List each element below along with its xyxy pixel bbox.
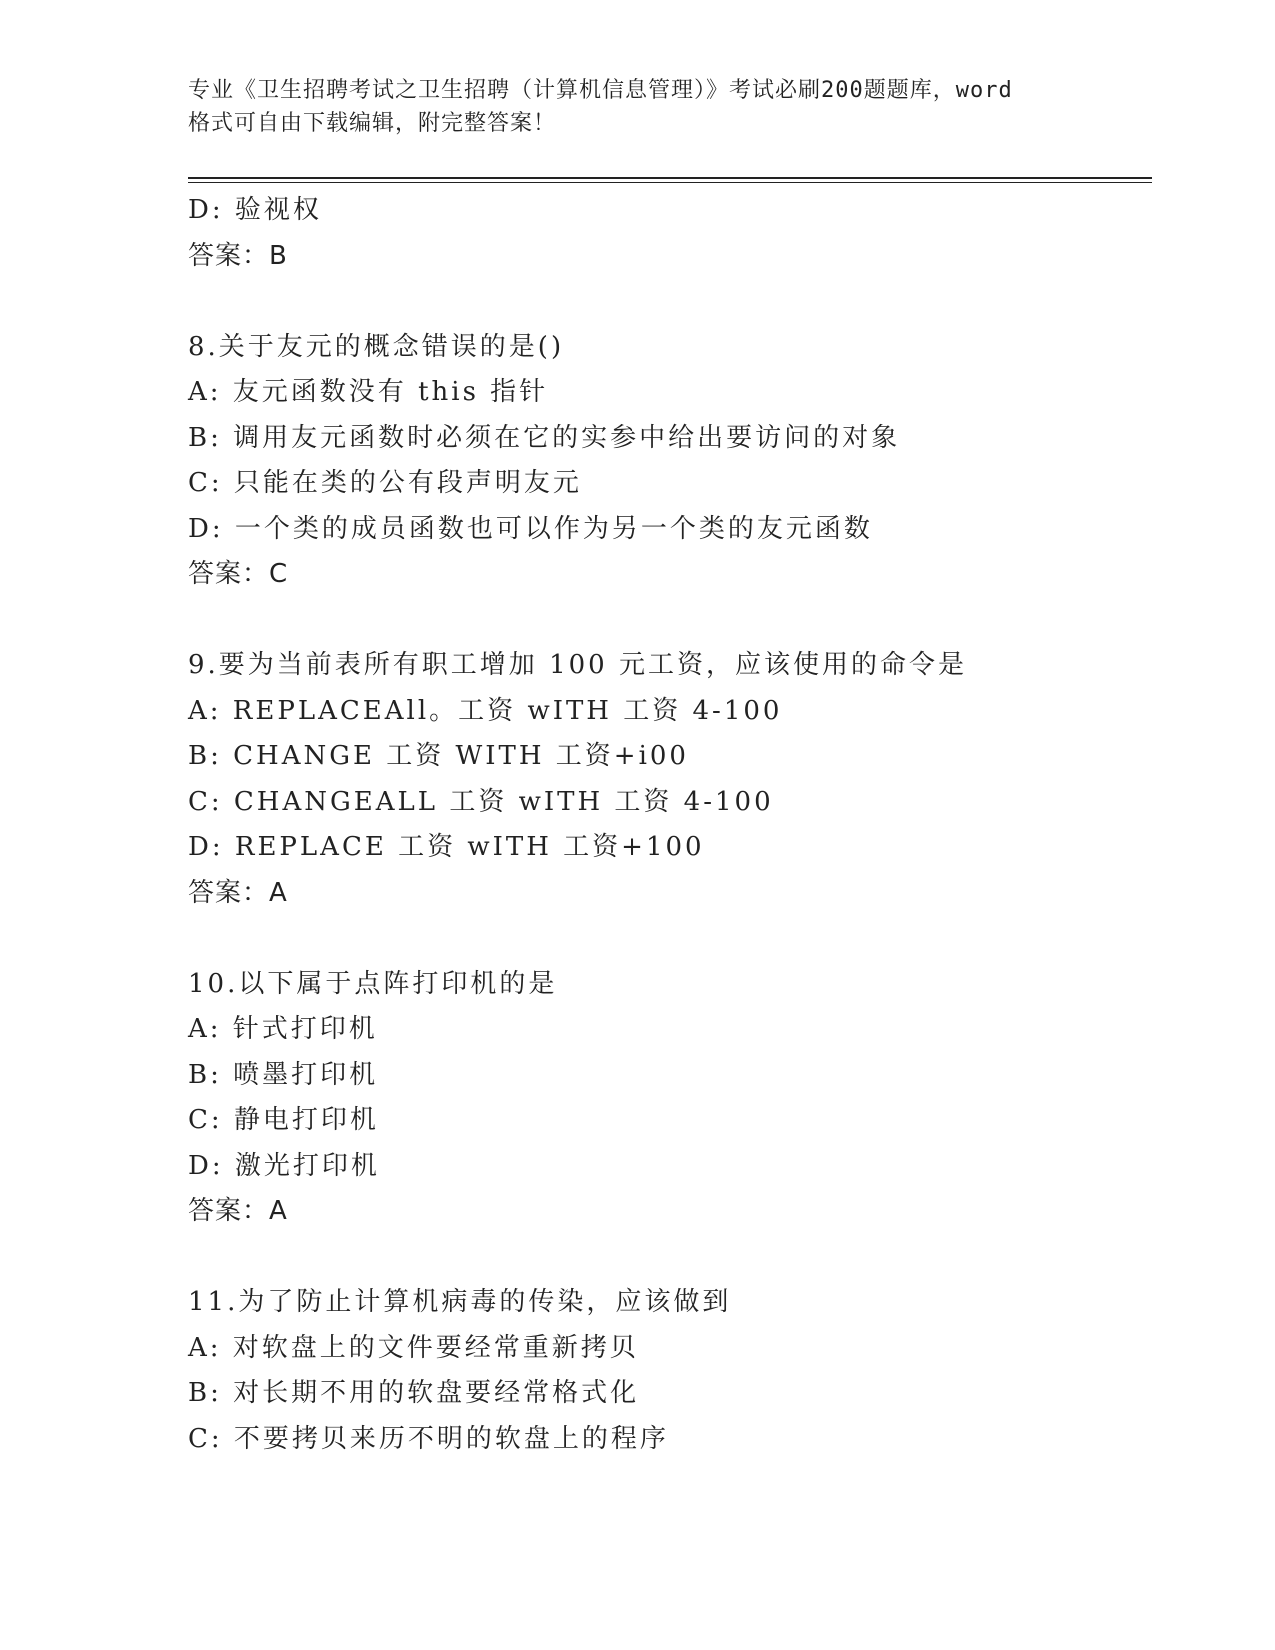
document-header [188, 74, 1088, 140]
option-b: B: 喷墨打印机 [188, 1059, 379, 1090]
question-stem: 8.关于友元的概念错误的是() [188, 331, 565, 362]
option-d: D: 验视权 [188, 195, 322, 225]
header-divider [188, 177, 1152, 179]
spacer [188, 279, 1148, 325]
option-a: A: REPLACEAll。工资 wITH 工资 4-100 [188, 695, 783, 726]
option-c: C: 只能在类的公有段声明友元 [188, 468, 582, 498]
option-c: C: 静电打印机 [188, 1105, 379, 1135]
spacer [188, 1235, 1148, 1281]
spacer [188, 916, 1148, 962]
option-a: A: 针式打印机 [188, 1014, 378, 1044]
question-list [188, 188, 1148, 1462]
question-stem: 9.要为当前表所有职工增加 100 元工资，应该使用的命令是 [188, 650, 967, 680]
option-a: A: 对软盘上的文件要经常重新拷贝 [188, 1332, 639, 1363]
option-b: B: 对长期不用的软盘要经常格式化 [188, 1378, 640, 1408]
question-8 [188, 325, 1148, 598]
question-stem: 10.以下属于点阵打印机的是 [188, 968, 558, 999]
answer-line: 答案：C [188, 559, 289, 589]
question-11 [188, 1280, 1148, 1462]
question-stem: 11.为了防止计算机病毒的传染，应该做到 [188, 1287, 732, 1317]
header-line-2: 格式可自由下载编辑，附完整答案！ [188, 111, 557, 136]
option-a: A: 友元函数没有 this 指针 [188, 377, 549, 407]
option-d: D: 一个类的成员函数也可以作为另一个类的友元函数 [188, 513, 873, 544]
question-9 [188, 643, 1148, 916]
option-b: B: 调用友元函数时必须在它的实参中给出要访问的对象 [188, 422, 901, 453]
answer-line: 答案：A [188, 1196, 288, 1226]
option-c: C: 不要拷贝来历不明的软盘上的程序 [188, 1423, 669, 1454]
option-b: B: CHANGE 工资 WITH 工资+i00 [188, 741, 689, 771]
option-c: C: CHANGEALL 工资 wITH 工资 4-100 [188, 786, 774, 817]
answer-line: 答案：A [188, 877, 288, 908]
option-d: D: 激光打印机 [188, 1150, 380, 1181]
header-line-1: 专业《卫生招聘考试之卫生招聘（计算机信息管理）》考试必刷200题题库，word [188, 78, 1013, 103]
spacer [188, 598, 1148, 644]
answer-line: 答案：B [188, 240, 288, 271]
header-divider-thin [188, 182, 1152, 183]
option-d: D: REPLACE 工资 wITH 工资+100 [188, 832, 705, 862]
question-10 [188, 962, 1148, 1235]
